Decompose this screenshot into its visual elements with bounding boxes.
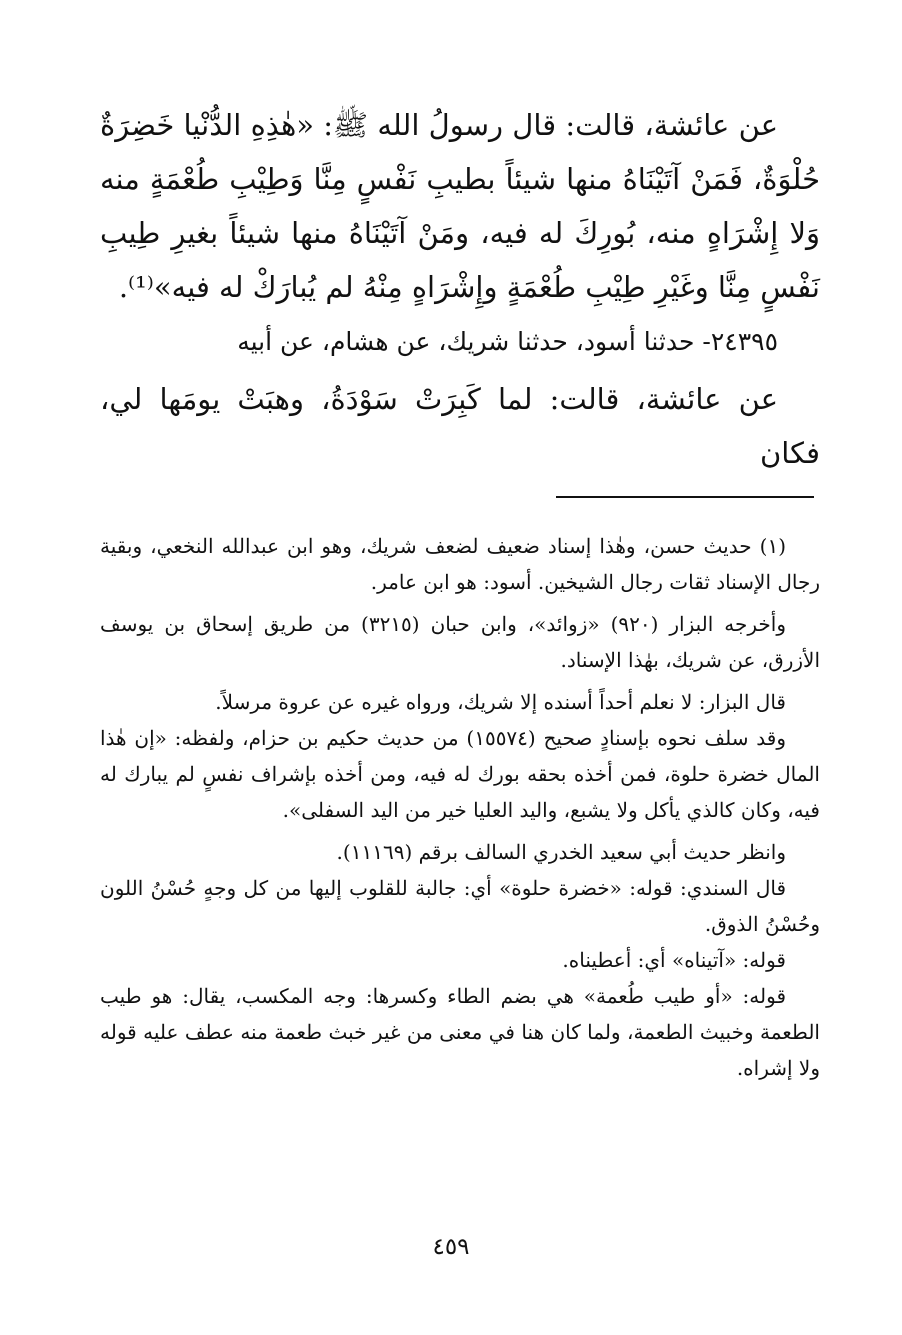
footnote-paragraph: قال البزار: لا نعلم أحداً أسنده إلا شريك، ورواه غيره عن عروة مرسلاً. bbox=[215, 690, 786, 714]
hadith-text-paragraph: عن عائشة، قالت: قال رسولُ الله ﷺ: «هٰذِهِ الدُّنْيا خَضِرَةٌ حُلْوَةٌ، فَمَنْ آتَيْنَاهُ منها شيئاً بطيبِ نَفْسٍ مِنَّا وَطِيْبِ طُعْمَةٍ منه وَلا إِشْرَاهٍ منه، بُورِكَ له فيه، ومَنْ آتَيْنَاهُ منها شيئاً بغيرِ طِيبِ نَفْسٍ مِنَّا وغَيْرِ طِيْبِ طُعْمَةٍ وإِشْرَاهٍ مِنْهُ لم يُبارَكْ له فيه»⁽¹⁾. bbox=[100, 108, 820, 304]
footnote-paragraph: وقد سلف نحوه بإسنادٍ صحيح (١٥٥٧٤) من حديث حكيم بن حزام، ولفظه: «إن هٰذا المال خضرة حلوة، فمن أخذه بحقه بورك له فيه، ومن أخذه بإشراف نفسٍ لم يبارك له فيه، وكان كالذي يأكل ولا يشبع، واليد العليا خير من اليد السفلى». bbox=[100, 726, 820, 822]
footnote-paragraph: قوله: «أو طيب طُعمة» هي بضم الطاء وكسرها: وجه المكسب، يقال: هو طيب الطعمة وخبيث الطعمة، ولما كان هنا في معنى من غير خبث طعمة منه عطف عليه قوله ولا إشراه. bbox=[100, 984, 820, 1080]
hadith-number-line: ٢٤٣٩٥- حدثنا أسود، حدثنا شريك، عن هشام، عن أبيه bbox=[237, 327, 778, 356]
footnotes bbox=[100, 528, 820, 1092]
hadith-text-paragraph: عن عائشة، قالت: لما كَبِرَتْ سَوْدَةُ، وهبَتْ يومَها لي، فكان bbox=[100, 382, 820, 470]
footnote-paragraph: وأخرجه البزار (٩٢٠) «زوائد»، وابن حبان (٣٢١٥) من طريق إسحاق بن يوسف الأزرق، عن شريك، بهٰذا الإسناد. bbox=[100, 612, 820, 672]
footnote-paragraph: قال السندي: قوله: «خضرة حلوة» أي: جالبة للقلوب إليها من كل وجهٍ حُسْنُ اللون وحُسْنُ الذوق. bbox=[100, 876, 820, 936]
main-text bbox=[100, 98, 820, 480]
footnote-paragraph: (١) حديث حسن، وهٰذا إسناد ضعيف لضعف شريك، وهو ابن عبدالله النخعي، وبقية رجال الإسناد ثقات رجال الشيخين. أسود: هو ابن عامر. bbox=[100, 534, 820, 594]
footnote-paragraph: وانظر حديث أبي سعيد الخدري السالف برقم (١١١٦٩). bbox=[336, 840, 786, 864]
page-number: ٤٥٩ bbox=[432, 1234, 470, 1260]
footnote-paragraph: قوله: «آتيناه» أي: أعطيناه. bbox=[562, 948, 786, 972]
footnote-separator bbox=[556, 496, 814, 498]
